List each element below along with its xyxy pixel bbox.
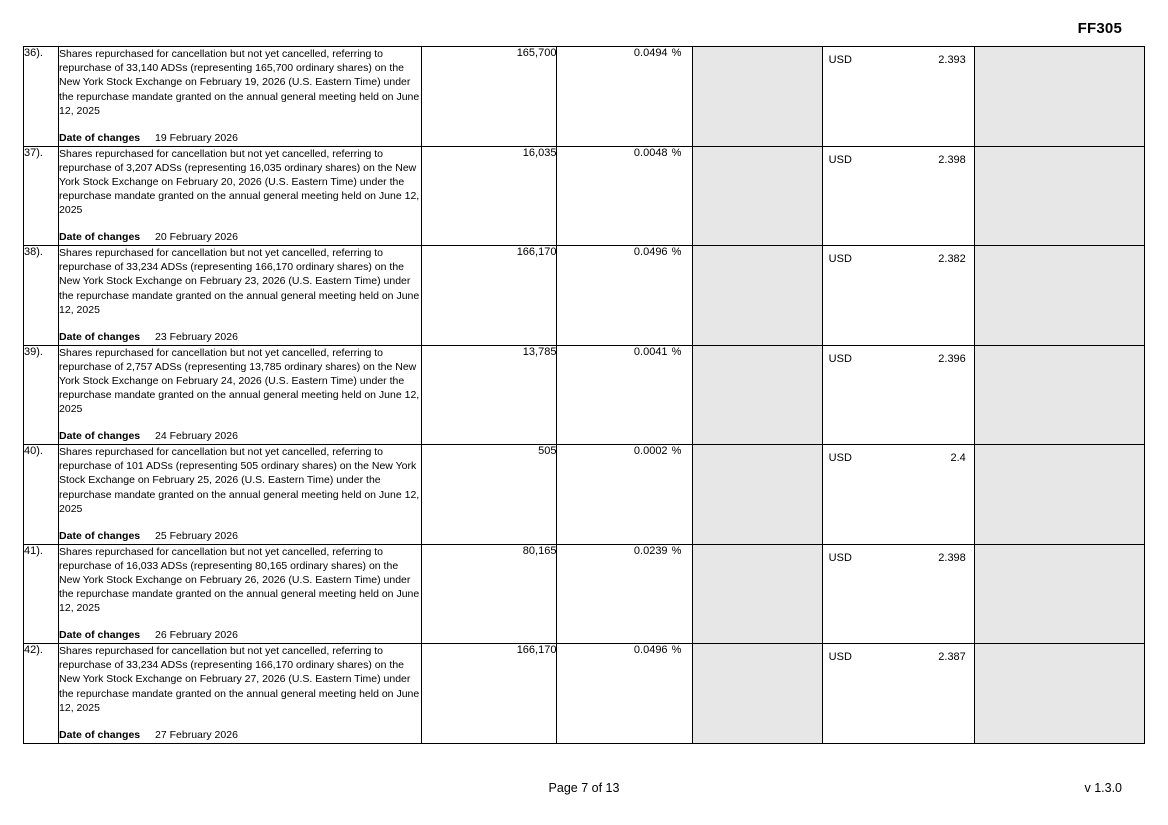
table-row <box>24 644 1145 744</box>
date-of-changes-label: Date of changes <box>59 330 141 343</box>
row-currency-cell <box>822 445 974 545</box>
row-description: Shares repurchased for cancellation but not yet cancelled, referring to repurchase of 3,207 ADSs (representing 16,035 ordinary shares) on the New York Stock Exchange on February 20, 2026 (U.S. Eastern Time) under the repurchase mandate granted on the annual general meeting held on June 12, 2025 <box>59 147 420 217</box>
date-of-changes-row <box>59 530 421 544</box>
row-description-cell <box>59 246 422 346</box>
table-row <box>24 146 1145 246</box>
date-of-changes-row <box>59 430 421 444</box>
version-label: v 1.3.0 <box>1084 781 1122 795</box>
percent-unit: % <box>671 47 682 59</box>
currency-wrap <box>823 47 974 66</box>
row-percent: 0.0002 <box>633 445 668 457</box>
row-currency: USD <box>828 253 852 265</box>
date-of-changes-label: Date of changes <box>59 728 141 741</box>
percent-unit: % <box>671 246 682 258</box>
date-of-changes-value: 25 February 2026 <box>155 529 238 542</box>
form-code: FF305 <box>1077 20 1122 37</box>
percent-unit: % <box>671 445 682 457</box>
row-blank-cell <box>692 246 822 346</box>
row-percent-cell <box>557 246 692 346</box>
date-of-changes-row <box>59 331 421 345</box>
row-currency: USD <box>828 551 852 564</box>
row-quantity: 166,170 <box>422 246 557 346</box>
table-row <box>24 47 1145 147</box>
row-number: 39). <box>24 345 59 445</box>
row-trailing-cell <box>974 146 1144 246</box>
row-number: 36). <box>24 47 59 147</box>
row-number: 41). <box>24 544 59 644</box>
row-currency-cell <box>822 246 974 346</box>
row-price: 2.398 <box>938 551 966 564</box>
row-trailing-cell <box>974 544 1144 644</box>
row-description: Shares repurchased for cancellation but not yet cancelled, referring to repurchase of 33,234 ADSs (representing 166,170 ordinary shares) on the New York Stock Exchange on February 27, 2026 (U.S. Eastern Time) under the repurchase mandate granted on the annual general meeting held on June 12, 2025 <box>59 645 420 714</box>
table-row <box>24 246 1145 346</box>
row-percent-cell <box>557 146 692 246</box>
row-percent: 0.0496 <box>633 644 668 656</box>
row-percent: 0.0041 <box>633 345 668 358</box>
share-repurchase-table <box>23 46 1145 744</box>
date-of-changes-value: 24 February 2026 <box>155 430 238 443</box>
row-percent-cell <box>557 445 692 545</box>
percent-unit: % <box>671 644 682 656</box>
row-quantity: 166,170 <box>422 644 557 744</box>
row-quantity: 13,785 <box>422 345 557 445</box>
row-price: 2.387 <box>938 651 966 663</box>
row-description-cell <box>59 345 422 445</box>
currency-wrap <box>823 346 974 365</box>
row-currency-cell <box>822 47 974 147</box>
row-description: Shares repurchased for cancellation but not yet cancelled, referring to repurchase of 16,033 ADSs (representing 80,165 ordinary shares) on the New York Stock Exchange on February 26, 2026 (U.S. Eastern Time) under the repurchase mandate granted on the annual general meeting held on June 12, 2025 <box>59 545 420 615</box>
currency-wrap <box>823 445 974 464</box>
date-of-changes-row <box>59 132 421 146</box>
percent-unit: % <box>671 345 682 358</box>
row-quantity: 505 <box>422 445 557 545</box>
row-number: 40). <box>24 445 59 545</box>
row-description-cell <box>59 544 422 644</box>
row-price: 2.393 <box>938 54 966 66</box>
row-description: Shares repurchased for cancellation but not yet cancelled, referring to repurchase of 33,234 ADSs (representing 166,170 ordinary shares) on the New York Stock Exchange on February 23, 2026 (U.S. Eastern Time) under the repurchase mandate granted on the annual general meeting held on June 12, 2025 <box>59 247 420 316</box>
row-percent: 0.0048 <box>633 146 668 159</box>
percent-unit: % <box>671 146 682 159</box>
row-number: 38). <box>24 246 59 346</box>
date-of-changes-row <box>59 231 421 245</box>
row-blank-cell <box>692 445 822 545</box>
page-number-label: Page 7 of 13 <box>548 781 620 795</box>
date-of-changes-label: Date of changes <box>59 131 141 144</box>
row-percent-cell <box>557 47 692 147</box>
row-description-cell <box>59 146 422 246</box>
row-number: 42). <box>24 644 59 744</box>
row-blank-cell <box>692 544 822 644</box>
date-of-changes-value: 19 February 2026 <box>155 131 238 144</box>
row-number: 37). <box>24 146 59 246</box>
row-trailing-cell <box>974 246 1144 346</box>
row-price: 2.396 <box>938 352 966 365</box>
row-currency: USD <box>828 651 852 663</box>
row-blank-cell <box>692 345 822 445</box>
row-trailing-cell <box>974 345 1144 445</box>
date-of-changes-label: Date of changes <box>59 430 141 443</box>
row-trailing-cell <box>974 47 1144 147</box>
row-currency-cell <box>822 345 974 445</box>
row-currency-cell <box>822 146 974 246</box>
row-quantity: 80,165 <box>422 544 557 644</box>
date-of-changes-value: 26 February 2026 <box>155 629 238 642</box>
row-description: Shares repurchased for cancellation but not yet cancelled, referring to repurchase of 101 ADSs (representing 505 ordinary shares) on the New York Stock Exchange on February 25, 2026 (U.S. Eastern Time) under the repurchase mandate granted on the annual general meeting held on June 12, 2025 <box>59 446 420 515</box>
row-percent: 0.0239 <box>633 544 668 557</box>
row-percent-cell <box>557 544 692 644</box>
row-trailing-cell <box>974 445 1144 545</box>
table-row <box>24 544 1145 644</box>
table-body <box>24 47 1145 744</box>
date-of-changes-row <box>59 629 421 643</box>
percent-unit: % <box>671 544 682 557</box>
row-trailing-cell <box>974 644 1144 744</box>
table-row <box>24 345 1145 445</box>
row-description: Shares repurchased for cancellation but not yet cancelled, referring to repurchase of 2,757 ADSs (representing 13,785 ordinary shares) on the New York Stock Exchange on February 24, 2026 (U.S. Eastern Time) under the repurchase mandate granted on the annual general meeting held on June 12, 2025 <box>59 346 420 416</box>
date-of-changes-value: 27 February 2026 <box>155 728 238 741</box>
date-of-changes-row <box>59 729 421 743</box>
row-quantity: 16,035 <box>422 146 557 246</box>
currency-wrap <box>823 644 974 663</box>
row-percent-cell <box>557 345 692 445</box>
row-blank-cell <box>692 47 822 147</box>
row-price: 2.398 <box>938 153 966 166</box>
date-of-changes-value: 20 February 2026 <box>155 231 238 244</box>
row-currency-cell <box>822 544 974 644</box>
row-description: Shares repurchased for cancellation but not yet cancelled, referring to repurchase of 33,140 ADSs (representing 165,700 ordinary shares) on the New York Stock Exchange on February 19, 2026 (U.S. Eastern Time) under the repurchase mandate granted on the annual general meeting held on June 12, 2025 <box>59 48 420 117</box>
row-description-cell <box>59 47 422 147</box>
currency-wrap <box>823 147 974 166</box>
date-of-changes-label: Date of changes <box>59 529 141 542</box>
date-of-changes-label: Date of changes <box>59 231 141 244</box>
row-description-cell <box>59 445 422 545</box>
row-blank-cell <box>692 146 822 246</box>
currency-wrap <box>823 545 974 564</box>
row-percent-cell <box>557 644 692 744</box>
currency-wrap <box>823 246 974 265</box>
row-blank-cell <box>692 644 822 744</box>
row-currency-cell <box>822 644 974 744</box>
row-price: 2.4 <box>950 452 966 464</box>
date-of-changes-label: Date of changes <box>59 629 141 642</box>
row-percent: 0.0494 <box>633 47 668 59</box>
row-currency: USD <box>828 352 852 365</box>
row-currency: USD <box>828 153 852 166</box>
table-row <box>24 445 1145 545</box>
row-description-cell <box>59 644 422 744</box>
date-of-changes-value: 23 February 2026 <box>155 330 238 343</box>
row-percent: 0.0496 <box>633 246 668 258</box>
row-currency: USD <box>828 54 852 66</box>
row-price: 2.382 <box>938 253 966 265</box>
row-quantity: 165,700 <box>422 47 557 147</box>
row-currency: USD <box>828 452 852 464</box>
